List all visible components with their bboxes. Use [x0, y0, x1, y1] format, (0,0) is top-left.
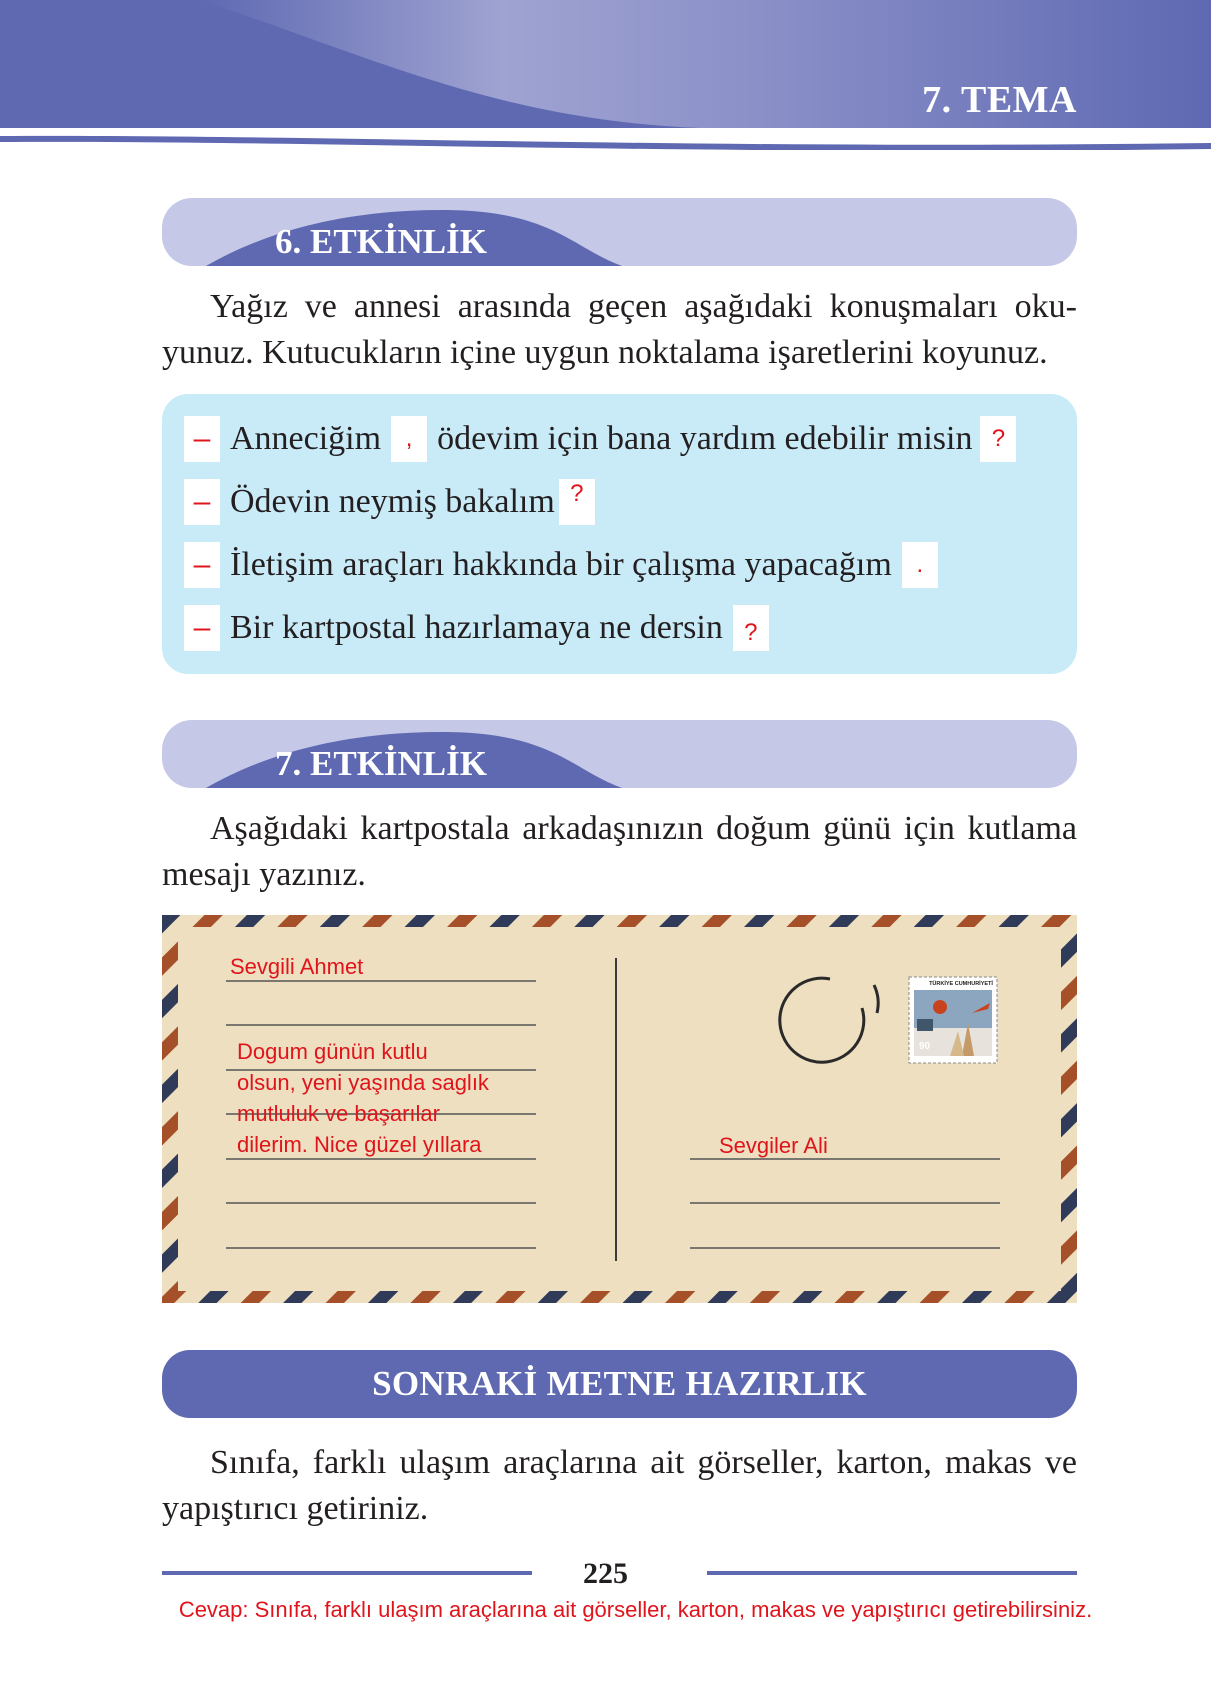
answer-box[interactable]: .	[902, 542, 938, 588]
activity-6-banner	[162, 198, 1077, 266]
page-number: 225	[583, 1557, 628, 1590]
page-header	[0, 0, 1211, 150]
instruction-line-2: yunuz. Kutucukların içine uygun noktalama işaretlerini koyunuz.	[162, 334, 1048, 371]
activity-7-title: 7. ETKİNLİK	[275, 744, 487, 783]
answer-box[interactable]: ,	[391, 416, 427, 462]
dialogue-text: ödevim için bana yardım edebilir misin	[437, 420, 973, 457]
activity-7-banner	[162, 720, 1077, 788]
activity-6-title: 6. ETKİNLİK	[275, 222, 487, 261]
dialogue-text: Bir kartpostal hazırlamaya ne dersin	[230, 609, 723, 646]
dialogue-line-3	[184, 542, 938, 588]
stamp-title: TÜRKİYE CUMHURİYETİ	[929, 981, 993, 987]
dash-box: –	[184, 542, 220, 588]
dialogue-box	[162, 394, 1077, 674]
dash-box: –	[184, 416, 220, 462]
answer-box[interactable]: ?	[559, 479, 595, 525]
instruction-line-1: Yağız ve annesi arasında geçen aşağıdaki konuşmaları oku-	[210, 288, 1077, 325]
next-text-line-2: yapıştırıcı getiriniz.	[162, 1490, 429, 1527]
instruction-line-1: Aşağıdaki kartpostala arkadaşınızın doğum günü için kutlama	[210, 810, 1077, 847]
dialogue-line-1	[184, 416, 1016, 462]
theme-label: 7. TEMA	[922, 79, 1077, 121]
dialogue-text: Ödevin neymiş bakalım	[230, 483, 555, 520]
answer-box[interactable]: ?	[733, 605, 769, 651]
next-text-instruction	[162, 1440, 1077, 1532]
answer-box[interactable]: ?	[980, 416, 1016, 462]
postcard	[162, 915, 1077, 1303]
header-wave-graphic	[0, 0, 1211, 150]
message-line-3: mutluluk ve başarılar	[237, 1101, 440, 1126]
next-text-title: SONRAKİ METNE HAZIRLIK	[372, 1364, 867, 1403]
greeting-text: Sevgili Ahmet	[230, 954, 364, 979]
dialogue-line-4	[184, 605, 769, 651]
message-line-2: olsun, yeni yaşında saglık	[237, 1070, 489, 1095]
message-line-4: dilerim. Nice güzel yıllara	[237, 1132, 482, 1157]
next-text-banner	[162, 1350, 1077, 1418]
next-text-line-1: Sınıfa, farklı ulaşım araçlarına ait görseller, karton, makas ve	[210, 1444, 1077, 1481]
instruction-line-2: mesajı yazınız.	[162, 856, 366, 893]
activity-6-instruction	[162, 284, 1077, 376]
message-line-1: Dogum günün kutlu	[237, 1039, 428, 1064]
signature-text: Sevgiler Ali	[719, 1133, 828, 1158]
dash-box: –	[184, 479, 220, 525]
dialogue-text: İletişim araçları hakkında bir çalışma yapacağım	[230, 546, 892, 583]
dash-box: –	[184, 605, 220, 651]
stamp-value: 90	[919, 1041, 931, 1052]
dialogue-text: Anneciğim	[230, 420, 382, 457]
activity-7-instruction	[162, 806, 1077, 898]
answer-note: Cevap: Sınıfa, farklı ulaşım araçlarına ait görseller, karton, makas ve yapıştırıcı getirebilirsiniz.	[178, 1597, 1093, 1622]
dialogue-line-2	[184, 479, 595, 525]
